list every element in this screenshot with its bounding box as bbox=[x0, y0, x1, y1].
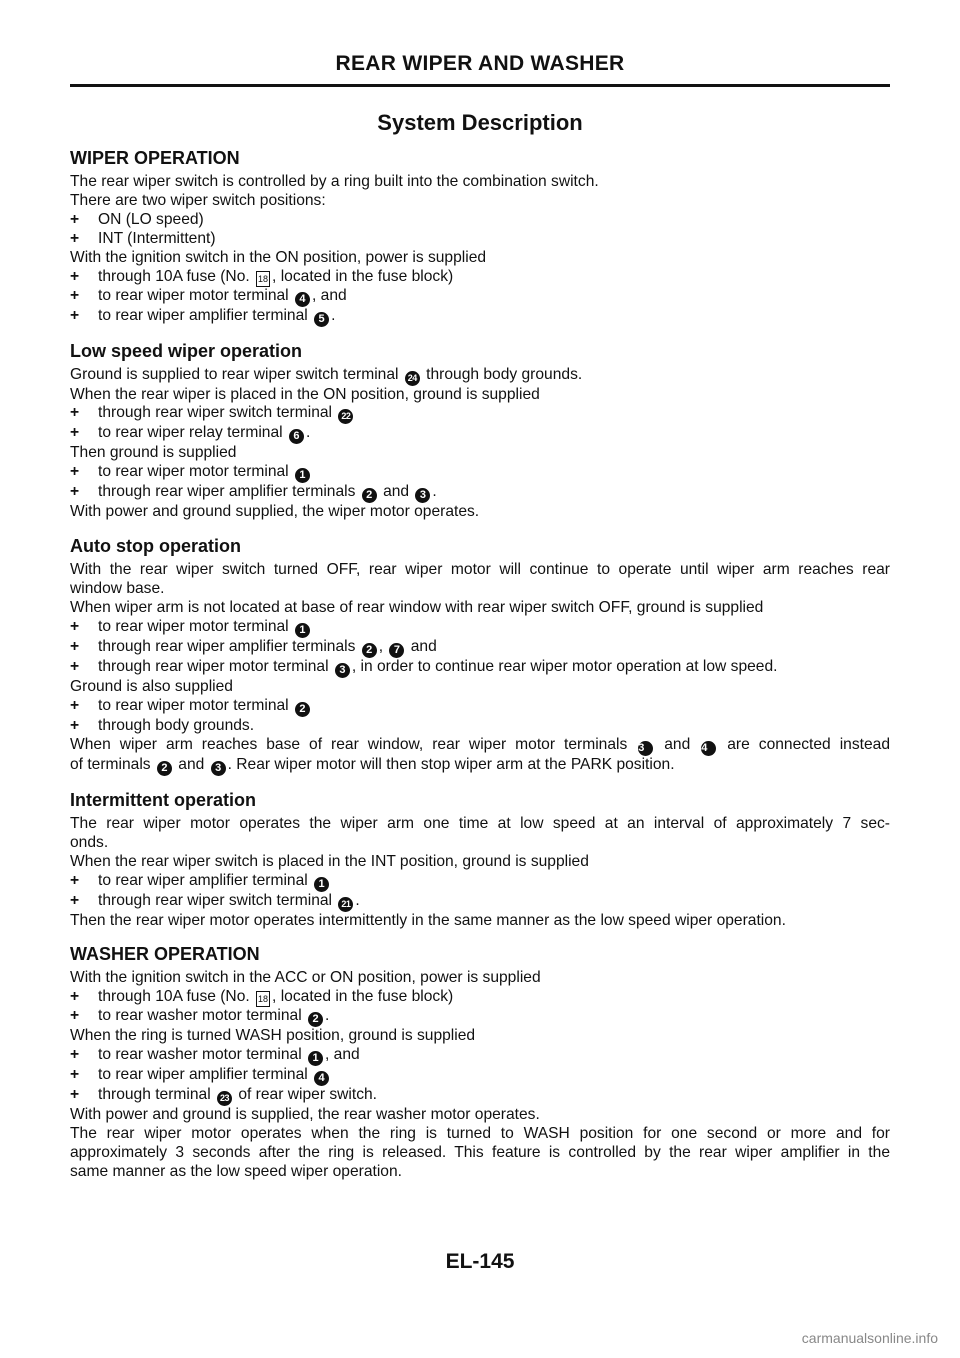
terminal-number-badge: 5 bbox=[314, 312, 329, 327]
bullet-item bbox=[70, 483, 890, 503]
bullet-marker: + bbox=[70, 1086, 80, 1104]
page-content bbox=[70, 110, 890, 1196]
bullet-item bbox=[70, 230, 890, 249]
text-run: The rear wiper switch is controlled by a ring built into the combination switch. bbox=[70, 173, 599, 190]
text-run: , and bbox=[311, 286, 347, 304]
bullet-item bbox=[70, 658, 890, 678]
terminal-number-badge: 23 bbox=[217, 1091, 232, 1106]
text-run: approximately 3 seconds after the ring is released. This feature is controlled by the rear wiper amplifier in the bbox=[70, 1144, 890, 1162]
bullet-item bbox=[70, 404, 890, 424]
text-run: to rear wiper motor terminal bbox=[98, 696, 293, 714]
paragraph-line bbox=[70, 249, 890, 268]
bullet-marker: + bbox=[70, 617, 80, 635]
section-heading: Auto stop operation bbox=[70, 536, 241, 557]
text-run: With power and ground is supplied, the rear washer motor operates. bbox=[70, 1106, 540, 1124]
text-run: through body grounds. bbox=[98, 716, 255, 734]
running-header: REAR WIPER AND WASHER bbox=[335, 52, 625, 75]
text-run: to rear wiper motor terminal bbox=[98, 463, 293, 481]
paragraph-line bbox=[70, 599, 890, 618]
text-run: ON (LO speed) bbox=[98, 210, 204, 228]
text-run: When the ring is turned WASH position, ground is supplied bbox=[70, 1027, 476, 1045]
terminal-number-badge: 2 bbox=[362, 643, 377, 658]
bullet-marker: + bbox=[70, 988, 80, 1006]
text-run: through rear wiper amplifier terminals bbox=[98, 483, 360, 501]
section bbox=[70, 341, 890, 523]
terminal-number-badge: 21 bbox=[338, 897, 353, 912]
paragraph-line bbox=[70, 1027, 890, 1046]
paragraph-line bbox=[70, 444, 890, 463]
text-run: Ground is supplied to rear wiper switch terminal bbox=[70, 365, 403, 383]
page-number: EL-145 bbox=[445, 1250, 515, 1273]
text-run: , in order to continue rear wiper motor operation at low speed. bbox=[351, 657, 778, 675]
paragraph-line bbox=[70, 192, 890, 211]
text-run: When the rear wiper switch is placed in the INT position, ground is supplied bbox=[70, 852, 589, 870]
terminal-number-badge: 2 bbox=[308, 1012, 323, 1027]
text-run: are connected instead bbox=[718, 735, 890, 753]
paragraph-line bbox=[70, 386, 890, 405]
text-run: through body grounds. bbox=[421, 365, 583, 383]
bullet-marker: + bbox=[70, 424, 80, 442]
bullet-item bbox=[70, 287, 890, 307]
bullet-item bbox=[70, 1007, 890, 1027]
bullet-item bbox=[70, 717, 890, 736]
text-run: , and bbox=[325, 1046, 360, 1064]
text-run: INT (Intermittent) bbox=[98, 229, 216, 247]
bullet-marker: + bbox=[70, 871, 80, 889]
paragraph-line bbox=[70, 1144, 890, 1163]
paragraph-line bbox=[70, 912, 890, 931]
bullet-item bbox=[70, 618, 890, 638]
terminal-number-badge: 4 bbox=[701, 741, 716, 756]
text-run: With the ignition switch in the ACC or ON position, power is supplied bbox=[70, 969, 541, 987]
terminal-number-badge: 4 bbox=[314, 1071, 329, 1086]
paragraph-line bbox=[70, 561, 890, 580]
terminal-number-badge: 1 bbox=[295, 623, 310, 638]
text-run: window base. bbox=[70, 580, 165, 598]
paragraph-line bbox=[70, 173, 890, 192]
text-run: through rear wiper motor terminal bbox=[98, 657, 333, 675]
paragraph-line bbox=[70, 969, 890, 988]
terminal-number-badge: 6 bbox=[289, 429, 304, 444]
bullet-marker: + bbox=[70, 210, 80, 228]
terminal-number-badge: 22 bbox=[338, 409, 353, 424]
bullet-item bbox=[70, 463, 890, 483]
terminal-number-badge: 3 bbox=[335, 663, 350, 678]
paragraph-line bbox=[70, 736, 890, 756]
bullet-marker: + bbox=[70, 891, 80, 909]
paragraph-line bbox=[70, 1106, 890, 1125]
text-run: . bbox=[355, 891, 360, 909]
paragraph-line bbox=[70, 756, 890, 776]
section-heading: WASHER OPERATION bbox=[70, 944, 260, 965]
paragraph-line bbox=[70, 366, 890, 386]
text-run: The rear wiper motor operates when the ring is turned to WASH position for one second or more and for bbox=[70, 1125, 890, 1143]
bullet-item bbox=[70, 307, 890, 327]
text-run: to rear wiper motor terminal bbox=[98, 617, 293, 635]
text-run: onds. bbox=[70, 833, 109, 851]
fuse-number-box: 18 bbox=[256, 991, 270, 1007]
fuse-number-box: 18 bbox=[256, 271, 270, 287]
text-run: to rear wiper relay terminal bbox=[98, 424, 287, 442]
text-run: and bbox=[173, 755, 209, 773]
text-run: There are two wiper switch positions: bbox=[70, 191, 326, 209]
bullet-item bbox=[70, 268, 890, 287]
paragraph-line bbox=[70, 1125, 890, 1144]
terminal-number-badge: 4 bbox=[295, 292, 310, 307]
sections-container bbox=[70, 148, 890, 1182]
text-run: When the rear wiper is placed in the ON position, ground is supplied bbox=[70, 385, 540, 403]
bullet-marker: + bbox=[70, 483, 80, 501]
section bbox=[70, 790, 890, 931]
paragraph-line bbox=[70, 815, 890, 834]
bullet-marker: + bbox=[70, 306, 80, 324]
watermark: carmanualsonline.info bbox=[801, 1330, 938, 1346]
text-run: through rear wiper amplifier terminals bbox=[98, 637, 360, 655]
terminal-number-badge: 24 bbox=[405, 371, 420, 386]
bullet-marker: + bbox=[70, 404, 80, 422]
terminal-number-badge: 2 bbox=[295, 702, 310, 717]
bullet-item bbox=[70, 1046, 890, 1066]
text-run: to rear wiper motor terminal bbox=[98, 286, 293, 304]
header-rule bbox=[70, 84, 890, 87]
bullet-item bbox=[70, 211, 890, 230]
text-run: through rear wiper switch terminal bbox=[98, 891, 337, 909]
bullet-marker: + bbox=[70, 1007, 80, 1025]
text-run: to rear wiper amplifier terminal bbox=[98, 871, 313, 889]
text-run: . bbox=[432, 483, 437, 501]
text-run: through rear wiper switch terminal bbox=[98, 404, 337, 422]
text-run: to rear washer motor terminal bbox=[98, 1007, 306, 1025]
bullet-item bbox=[70, 1086, 890, 1106]
text-run: through terminal bbox=[98, 1086, 216, 1104]
text-run: With the rear wiper switch turned OFF, rear wiper motor will continue to operate until wiper arm reaches rear bbox=[70, 561, 890, 579]
terminal-number-badge: 2 bbox=[157, 761, 172, 776]
text-run: to rear wiper amplifier terminal bbox=[98, 1066, 313, 1084]
section-heading: Intermittent operation bbox=[70, 789, 257, 810]
paragraph-line bbox=[70, 678, 890, 697]
terminal-number-badge: 1 bbox=[314, 877, 329, 892]
bullet-marker: + bbox=[70, 716, 80, 734]
bullet-marker: + bbox=[70, 637, 80, 655]
section bbox=[70, 148, 890, 327]
section-heading: WIPER OPERATION bbox=[70, 148, 240, 168]
terminal-number-badge: 7 bbox=[389, 643, 404, 658]
paragraph-line bbox=[70, 580, 890, 599]
text-run: When wiper arm reaches base of rear window, rear wiper motor terminals bbox=[70, 735, 637, 753]
bullet-item bbox=[70, 1066, 890, 1086]
terminal-number-badge: 3 bbox=[211, 761, 226, 776]
text-run: , located in the fuse block) bbox=[272, 988, 454, 1006]
bullet-marker: + bbox=[70, 657, 80, 675]
text-run: Then the rear wiper motor operates intermittently in the same manner as the low speed wiper operation. bbox=[70, 911, 786, 929]
terminal-number-badge: 3 bbox=[638, 741, 653, 756]
text-run: . bbox=[331, 306, 336, 324]
terminal-number-badge: 1 bbox=[308, 1051, 323, 1066]
text-run: The rear wiper motor operates the wiper arm one time at low speed at an interval of approximately 7 sec- bbox=[70, 814, 890, 832]
text-run: Ground is also supplied bbox=[70, 677, 233, 695]
bullet-item bbox=[70, 988, 890, 1007]
text-run: and bbox=[378, 483, 414, 501]
paragraph-line bbox=[70, 503, 890, 522]
bullet-item bbox=[70, 872, 890, 892]
bullet-marker: + bbox=[70, 696, 80, 714]
bullet-marker: + bbox=[70, 463, 80, 481]
bullet-marker: + bbox=[70, 267, 80, 285]
text-run: When wiper arm is not located at base of rear window with rear wiper switch OFF, ground is supplied bbox=[70, 599, 764, 617]
bullet-marker: + bbox=[70, 286, 80, 304]
bullet-item bbox=[70, 424, 890, 444]
text-run: . bbox=[325, 1007, 330, 1025]
text-run: of terminals bbox=[70, 755, 155, 773]
paragraph-line bbox=[70, 834, 890, 853]
text-run: through 10A fuse (No. bbox=[98, 988, 255, 1006]
document-title: System Description bbox=[377, 110, 583, 135]
bullet-item bbox=[70, 892, 890, 912]
terminal-number-badge: 2 bbox=[362, 488, 377, 503]
bullet-marker: + bbox=[70, 1046, 80, 1064]
text-run: With the ignition switch in the ON position, power is supplied bbox=[70, 248, 487, 266]
text-run: , bbox=[378, 637, 388, 655]
section bbox=[70, 536, 890, 776]
text-run: same manner as the low speed wiper operation. bbox=[70, 1162, 402, 1180]
text-run: and bbox=[406, 637, 437, 655]
bullet-marker: + bbox=[70, 1066, 80, 1084]
text-run: , located in the fuse block) bbox=[272, 267, 454, 285]
text-run: to rear washer motor terminal bbox=[98, 1046, 306, 1064]
text-run: to rear wiper amplifier terminal bbox=[98, 306, 313, 324]
terminal-number-badge: 1 bbox=[295, 468, 310, 483]
text-run: . bbox=[305, 424, 311, 442]
text-run: of rear wiper switch. bbox=[234, 1086, 378, 1104]
section-heading: Low speed wiper operation bbox=[70, 340, 303, 361]
bullet-marker: + bbox=[70, 229, 80, 247]
text-run: and bbox=[655, 735, 700, 753]
section bbox=[70, 944, 890, 1181]
text-run: . Rear wiper motor will then stop wiper arm at the PARK position. bbox=[227, 755, 675, 773]
paragraph-line bbox=[70, 853, 890, 872]
text-run: through 10A fuse (No. bbox=[98, 267, 255, 285]
bullet-item bbox=[70, 697, 890, 717]
text-run: With power and ground supplied, the wiper motor operates. bbox=[70, 503, 480, 521]
terminal-number-badge: 3 bbox=[415, 488, 430, 503]
paragraph-line bbox=[70, 1163, 890, 1182]
text-run: Then ground is supplied bbox=[70, 444, 237, 462]
bullet-item bbox=[70, 638, 890, 658]
